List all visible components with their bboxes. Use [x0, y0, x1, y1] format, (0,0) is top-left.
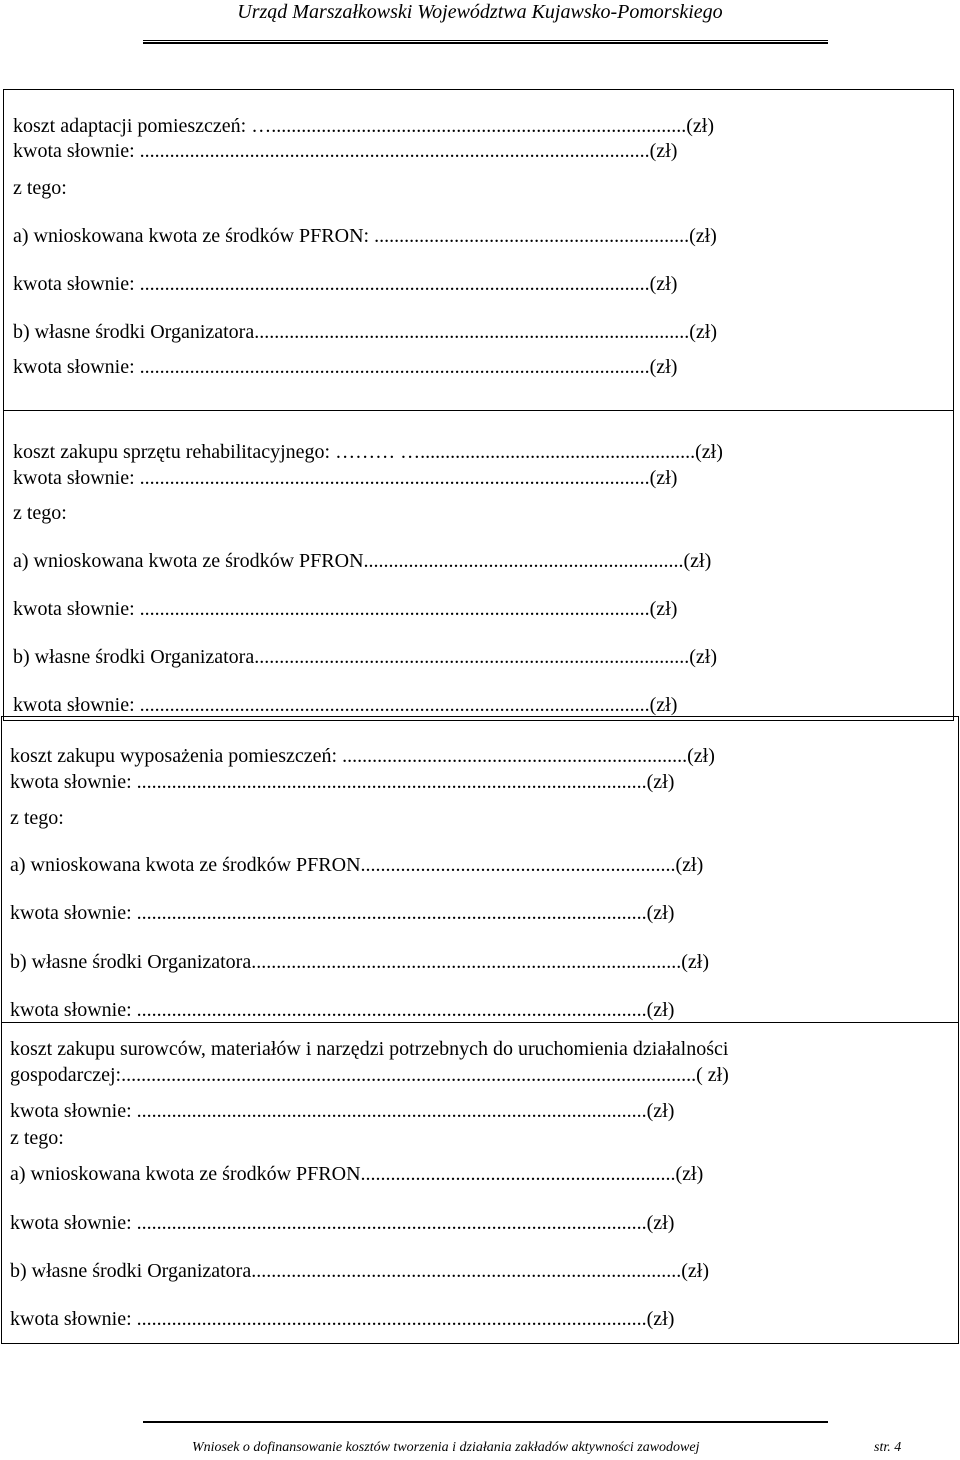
cost-furnishing-line: koszt zakupu wyposażenia pomieszczeń: .....................................................................(zł) [10, 745, 715, 767]
amount-in-words-line: kwota słownie: ......................................................................................................(zł) [13, 467, 678, 489]
footer-document-title: Wniosek o dofinansowanie kosztów tworzenia i działania zakładów aktywności zawodowej [192, 1440, 700, 1455]
amount-in-words-line: kwota słownie: ......................................................................................................(zł) [10, 1212, 675, 1234]
page-header-title: Urząd Marszałkowski Województwa Kujawsko-Pomorskiego [237, 1, 723, 23]
amount-in-words-line: kwota słownie: ......................................................................................................(zł) [13, 356, 678, 378]
amount-in-words-line: kwota słownie: ......................................................................................................(zł) [10, 1308, 675, 1330]
form-box-upper [3, 89, 954, 721]
cost-rehab-equipment-line: koszt zakupu sprzętu rehabilitacyjnego: ……… ….......................................................(zł) [13, 441, 723, 463]
header-rule [143, 40, 828, 44]
organizer-funds-line: b) własne środki Organizatora......................................................................................(zł) [10, 1260, 709, 1282]
footer-rule [143, 1421, 828, 1423]
of-which-label: z tego: [10, 807, 64, 829]
of-which-label: z tego: [10, 1127, 64, 1149]
cost-materials-line: koszt zakupu surowców, materiałów i narzędzi potrzebnych do uruchomienia działalności [10, 1038, 729, 1060]
pfron-amount-line: a) wnioskowana kwota ze środków PFRON...............................................................(zł) [10, 1163, 704, 1185]
amount-in-words-line: kwota słownie: ......................................................................................................(zł) [10, 1100, 675, 1122]
amount-in-words-line: kwota słownie: ......................................................................................................(zł) [10, 999, 675, 1021]
of-which-label: z tego: [13, 177, 67, 199]
organizer-funds-line: b) własne środki Organizatora.......................................................................................(zł) [13, 321, 717, 343]
pfron-amount-line: a) wnioskowana kwota ze środków PFRON................................................................(zł) [13, 550, 712, 572]
organizer-funds-line: b) własne środki Organizatora.......................................................................................(zł) [13, 646, 717, 668]
form-box-lower [1, 716, 959, 1344]
amount-in-words-line: kwota słownie: ......................................................................................................(zł) [10, 902, 675, 924]
amount-in-words-line: kwota słownie: ......................................................................................................(zł) [13, 694, 678, 716]
amount-in-words-line: kwota słownie: ......................................................................................................(zł) [13, 273, 678, 295]
pfron-amount-line: a) wnioskowana kwota ze środków PFRON: ...............................................................(zł) [13, 225, 717, 247]
amount-in-words-line: kwota słownie: ......................................................................................................(zł) [13, 140, 678, 162]
section-divider [3, 410, 954, 411]
cost-adaptation-line: koszt adaptacji pomieszczeń: …...................................................................................(zł) [13, 115, 714, 137]
pfron-amount-line: a) wnioskowana kwota ze środków PFRON...............................................................(zł) [10, 854, 704, 876]
section-divider [1, 1022, 959, 1023]
amount-in-words-line: kwota słownie: ......................................................................................................(zł) [10, 771, 675, 793]
page-number: str. 4 [874, 1440, 902, 1455]
amount-in-words-line: kwota słownie: ......................................................................................................(zł) [13, 598, 678, 620]
of-which-label: z tego: [13, 502, 67, 524]
organizer-funds-line: b) własne środki Organizatora......................................................................................(zł) [10, 951, 709, 973]
cost-materials-line-cont: gospodarczej:...................................................................................................................( zł) [10, 1064, 729, 1086]
